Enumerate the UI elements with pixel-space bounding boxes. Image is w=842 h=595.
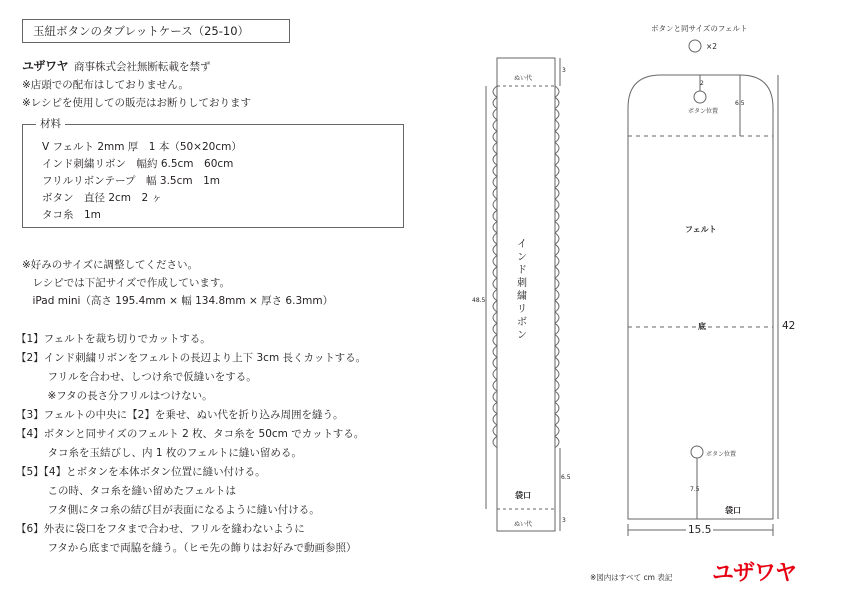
footer-note: ※図内はすべて cm 表記: [590, 573, 673, 582]
ribbon-dim-3-bottom: 3: [562, 517, 566, 524]
step-line: 【3】フェルトの中央に【2】を乗せ、ぬい代を折り込み周囲を縫う。: [16, 409, 344, 421]
step-line: 【2】インド刺繍リボンをフェルトの長辺より上下 3cm 長くカットする。: [16, 352, 367, 364]
step-line: フリルを合わせ、しつけ糸で仮縫いをする。: [16, 371, 257, 383]
button-position-bottom-label: ボタン位置: [706, 451, 737, 458]
material-item: V フェルト 2mm 厚 1 本（50×20cm）: [42, 141, 242, 153]
page-title: 玉紐ボタンのタブレットケース（25-10）: [22, 19, 290, 43]
button-position-top-mark: [694, 91, 706, 103]
material-item: インド刺繍リボン 幅約 6.5cm 60cm: [42, 158, 234, 170]
material-item: タコ糸 1m: [42, 209, 101, 221]
step-line: 【6】外表に袋口をフタまで合わせ、フリルを縫わないように: [16, 523, 305, 535]
ribbon-frill-right: [555, 86, 559, 448]
step-line: フタ側にタコ糸の結び目が表面になるように縫い付ける。: [16, 504, 320, 516]
step-line: フタから底まで両脇を縫う。（ヒモ先の飾りはお好みで動画参照）: [16, 542, 357, 554]
step-line: 【4】ボタンと同サイズのフェルト 2 枚、タコ糸を 50cm でカットする。: [16, 428, 365, 440]
felt-label: フェルト: [685, 225, 717, 234]
material-item: ボタン 直径 2cm 2 ヶ: [42, 192, 163, 204]
ribbon-frill-left: [493, 86, 497, 448]
button-felt-count: ×2: [706, 42, 718, 51]
button-felt-label: ボタンと同サイズのフェルト: [651, 24, 748, 33]
step-line: ※フタの長さ分フリルはつけない。: [16, 390, 213, 402]
frill-scallops-right: [555, 86, 559, 448]
step-line: タコ糸を玉結びし、内 1 枚のフェルトに縫い留める。: [16, 447, 302, 459]
frill-scallops-left: [493, 86, 497, 448]
note-2: ※レシピを使用しての販売はお断りしております: [22, 97, 252, 109]
ribbon-dim-length: 48.5: [472, 297, 486, 304]
button-felt-circle: [689, 40, 701, 52]
felt-dim-7-5: 7.5: [690, 486, 700, 493]
felt-dim-15-5: 15.5: [688, 524, 712, 536]
felt-dim-6-5: 6.5: [735, 100, 745, 107]
size-note: iPad mini（高さ 195.4mm × 幅 134.8mm × 厚さ 6.3mm）: [22, 295, 334, 307]
felt-dim-2: 2: [700, 80, 704, 87]
material-item: フリルリボンテープ 幅 3.5cm 1m: [42, 175, 221, 187]
size-note: レシピでは下記サイズで作成しています。: [22, 277, 231, 289]
step-line: 【1】フェルトを裁ち切りでカットする。: [16, 333, 211, 345]
button-position-bottom-mark: [691, 446, 703, 458]
copyright-text: 商事株式会社無断転載を禁ず: [74, 61, 211, 73]
ribbon-seam-top: ぬい代: [514, 75, 533, 82]
felt-dim-42: 42: [782, 320, 796, 332]
felt-bottom-label: 底: [698, 322, 706, 331]
ribbon-dim-3-top: 3: [562, 67, 566, 74]
step-line: 【5】【4】とボタンを本体ボタン位置に縫い付ける。: [16, 466, 266, 478]
ribbon-opening-label: 袋口: [515, 491, 531, 500]
ribbon-seam-bottom: ぬい代: [514, 521, 533, 528]
note-1: ※店頭での配布はしておりません。: [22, 79, 189, 91]
brand-logo: ユザワヤ: [22, 59, 69, 73]
button-position-top-label: ボタン位置: [688, 108, 719, 115]
size-note: ※好みのサイズに調整してください。: [22, 259, 198, 271]
materials-heading: 材料: [36, 116, 65, 131]
step-line: この時、タコ糸を縫い留めたフェルトは: [16, 485, 236, 497]
felt-outline: [628, 75, 773, 519]
felt-opening-label: 袋口: [725, 506, 741, 515]
ribbon-label: インド刺繍リボン: [517, 239, 527, 341]
ribbon-dim-6-5: 6.5: [561, 474, 571, 481]
footer-brand-logo: ユザワヤ: [712, 561, 797, 586]
